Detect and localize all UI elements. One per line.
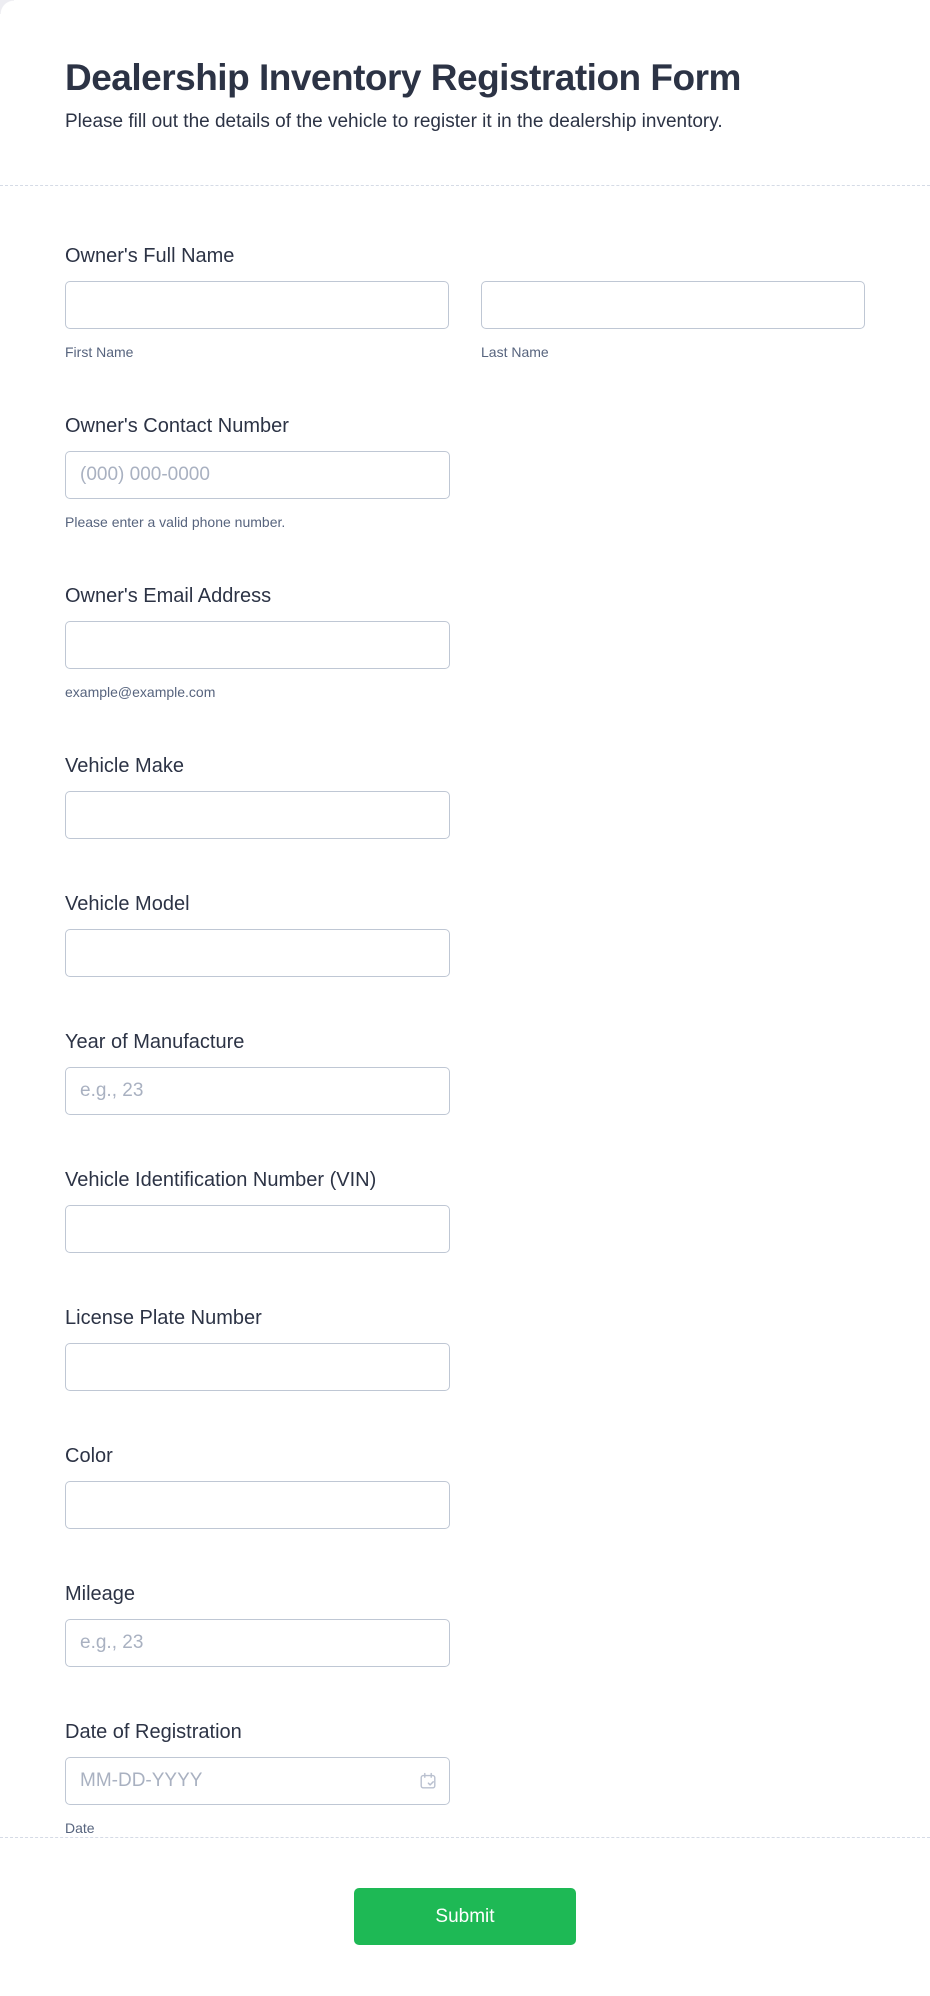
field-vin — [65, 1167, 865, 1253]
last-name-sublabel: Last Name — [481, 344, 549, 360]
field-year-of-manufacture — [65, 1029, 865, 1115]
field-owner-email-address — [65, 583, 865, 701]
field-label: Owner's Email Address — [65, 585, 272, 607]
footer-divider — [0, 1837, 930, 1838]
phone-helper-text: Please enter a valid phone number. — [65, 514, 286, 530]
name-row — [65, 281, 865, 361]
field-owner-full-name — [65, 243, 865, 361]
vin-input[interactable] — [65, 1205, 450, 1253]
first-name-input[interactable] — [65, 281, 449, 329]
field-label: License Plate Number — [65, 1307, 262, 1329]
field-license-plate-number — [65, 1305, 865, 1391]
form-footer — [0, 1851, 930, 1996]
form-header — [0, 0, 930, 134]
submit-button[interactable]: Submit — [354, 1888, 576, 1945]
field-label: Owner's Full Name — [65, 245, 235, 267]
year-of-manufacture-input[interactable] — [65, 1067, 450, 1115]
field-label: Date of Registration — [65, 1721, 242, 1743]
field-color — [65, 1443, 865, 1529]
form-subtitle: Please fill out the details of the vehicle to register it in the dealership inventory. — [65, 111, 723, 132]
form-body — [0, 186, 930, 1837]
field-label: Vehicle Make — [65, 755, 184, 777]
last-name-group — [481, 281, 865, 361]
email-helper-text: example@example.com — [65, 684, 216, 700]
field-vehicle-make — [65, 753, 865, 839]
field-label: Color — [65, 1445, 113, 1467]
color-input[interactable] — [65, 1481, 450, 1529]
date-sublabel: Date — [65, 1820, 95, 1836]
license-plate-input[interactable] — [65, 1343, 450, 1391]
field-owner-contact-number — [65, 413, 865, 531]
vehicle-model-input[interactable] — [65, 929, 450, 977]
email-input[interactable] — [65, 621, 450, 669]
last-name-input[interactable] — [481, 281, 865, 329]
date-input-wrap — [65, 1757, 450, 1805]
field-date-of-registration — [65, 1719, 865, 1837]
field-label: Vehicle Model — [65, 893, 190, 915]
field-label: Vehicle Identification Number (VIN) — [65, 1169, 377, 1191]
calendar-icon[interactable] — [418, 1771, 438, 1791]
contact-number-input[interactable] — [65, 451, 450, 499]
field-label: Owner's Contact Number — [65, 415, 289, 437]
mileage-input[interactable] — [65, 1619, 450, 1667]
first-name-sublabel: First Name — [65, 344, 134, 360]
form-title: Dealership Inventory Registration Form — [65, 57, 741, 98]
first-name-group — [65, 281, 449, 361]
field-vehicle-model — [65, 891, 865, 977]
date-input[interactable] — [65, 1757, 450, 1805]
field-label: Mileage — [65, 1583, 136, 1605]
field-mileage — [65, 1581, 865, 1667]
vehicle-make-input[interactable] — [65, 791, 450, 839]
field-label: Year of Manufacture — [65, 1031, 245, 1053]
